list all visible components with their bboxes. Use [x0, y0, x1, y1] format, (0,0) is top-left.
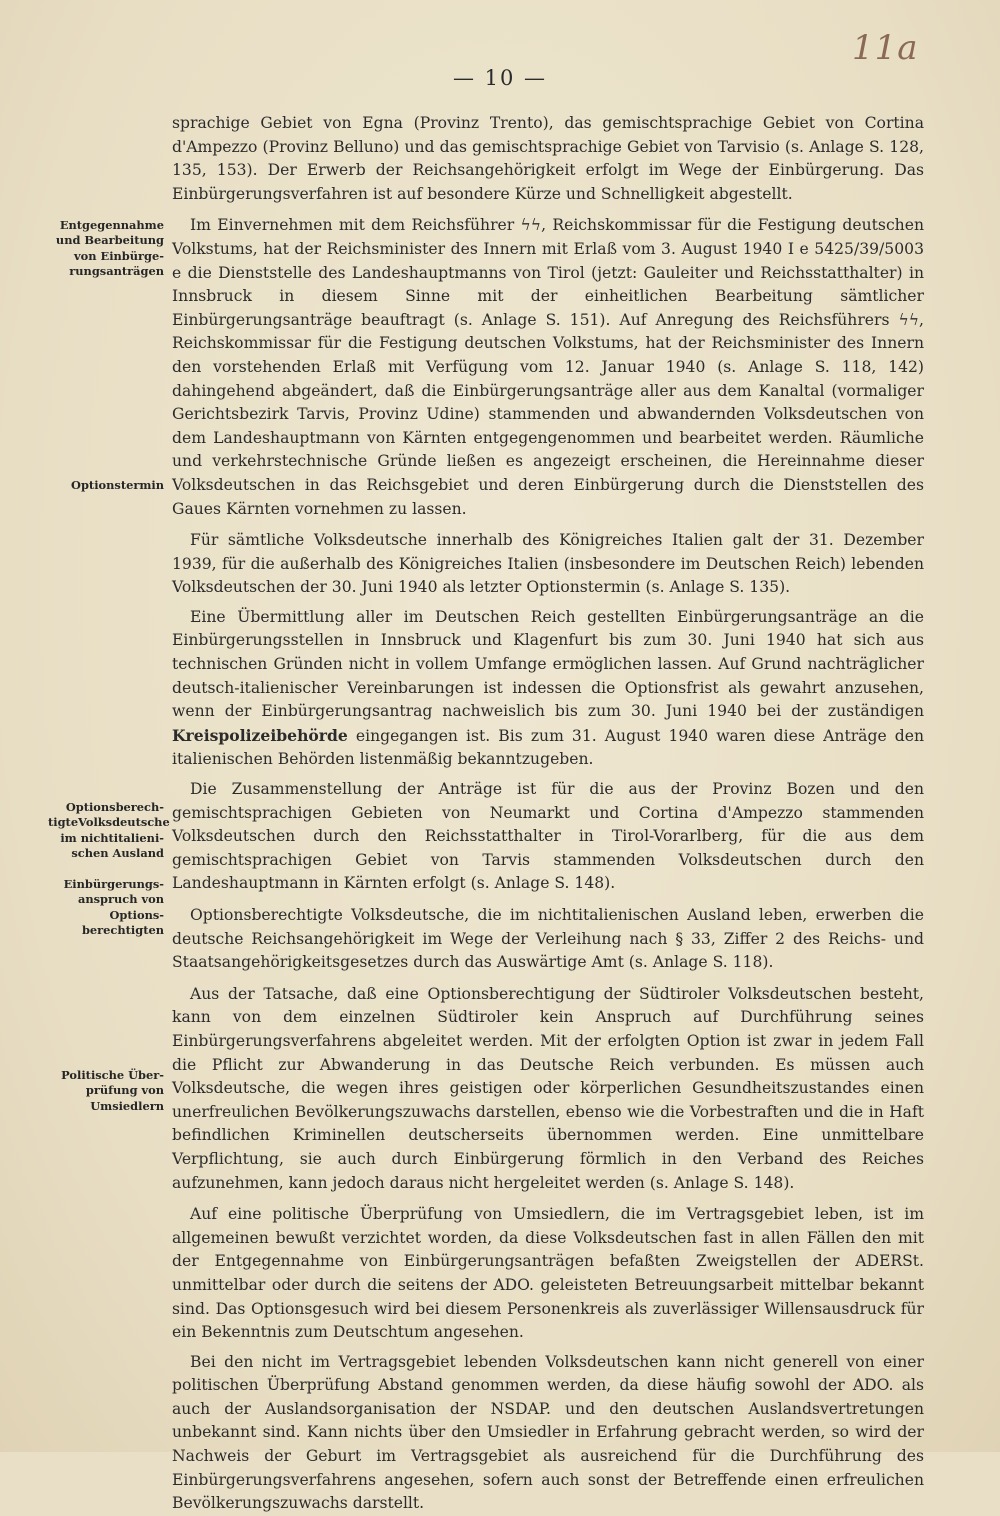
paragraph-4 [172, 606, 924, 772]
paragraph-6: Optionsberechtigte Volksdeutsche, die im nichtitalienischen Ausland leben, erwerben die deutsche Reichsangehörigkeit im Wege der Verleihung nach § 33, Ziffer 2 des Reichs- und Staatsangehörigkeitsgesetzes durch das Auswärtige Amt (s. Anlage S. 118). [172, 906, 924, 972]
sidenote-optionstermin: Optionstermin [71, 478, 164, 492]
paragraph-4-text-a: Eine Übermittlung aller im Deutschen Reich gestellten Einbürgerungsanträge an die Einbürgerungsstellen in Innsbruck und Klagenfurt bis zum 30. Juni 1940 hat sich aus technischen Gründen nicht in vollem Umfange ermöglichen lassen. Auf Grund nachträglicher deutsch-italienischer Vereinbarungen ist indessen die Optionsfrist als gewahrt anzusehen, wenn der Einbürgerungsantrag nachweislich bis zum 30. Juni 1940 bei der zuständigen [172, 607, 924, 721]
paragraph-9: Bei den nicht im Vertragsgebiet lebenden Volksdeutschen kann nicht generell von einer politischen Überprüfung Abstand genommen werden, da diese häufig sowohl der ADO. als auch der Auslandsorganisation der NSDAP. und den deutschen Auslandsvertretungen unbekannt sind. Kann nichts über den Umsiedler in Erfahrung gebracht werden, so wird der Nachweis der Geburt im Vertragsgebiet als ausreichend für die Durchführung des Einbürgerungsverfahrens angesehen, sofern auch sonst der Betreffende einen erfreulichen Bevölkerungszuwachs darstellt. [172, 1352, 924, 1513]
paragraph-4-bold-term: Kreispolizeibehörde [172, 725, 348, 745]
handwritten-page-note: 11a [852, 28, 919, 68]
page-number: — 10 — [452, 66, 548, 90]
paragraph-4-text-b: eingegangen ist. Bis zum 31. August 1940 waren diese Anträge den italienischen Behörden listenmäßig bekanntzugeben. [172, 726, 924, 769]
body-text [172, 112, 924, 1516]
paragraph-2: Im Einvernehmen mit dem Reichsführer ϟϟ, Reichskommissar für die Festigung deutschen Volkstums, hat der Reichsminister des Innern mit Erlaß vom 3. August 1940 I e 5425/39/5003 e die Dienststelle des Landeshauptmanns von Tirol (jetzt: Gauleiter und Reichsstatthalter) in Innsbruck in diesem Sinne mit der einheitlichen Bearbeitung sämtlicher Einbürgerungsanträge beauftragt (s. Anlage S. 151). Auf Anregung des Reichsführers ϟϟ, Reichskommissar für die Festigung deutschen Volkstums, hat der Reichsminister des Innern den vorstehenden Erlaß mit Verfügung vom 12. Januar 1940 (s. Anlage S. 118, 142) dahingehend abgeändert, daß die Einbürgerungsanträge aller aus dem Kanaltal (vormaliger Gerichtsbezirk Tarvis, Provinz Udine) stammenden und abwandernden Volksdeutschen von dem Landeshauptmann von Kärnten entgegengenommen und bearbeitet werden. Räumliche und verkehrstechnische Gründe ließen es angezeigt erscheinen, die Hereinnahme dieser Volksdeutschen in das Reichsgebiet und deren Einbürgerung durch die Dienststellen des Gaues Kärnten vornehmen zu lassen. [172, 216, 924, 518]
sidenote-optionsberechtigte: Optionsberech-tigteVolksdeutsche im nichtitalieni-schen Ausland [48, 800, 170, 861]
paragraph-1: sprachige Gebiet von Egna (Provinz Trento), das gemischtsprachige Gebiet von Cortina d'Ampezzo (Provinz Belluno) und das gemischtsprachige Gebiet von Tarvisio (s. Anlage S. 128, 135, 153). Der Erwerb der Reichsangehörigkeit erfolgt im Wege der Einbürgerung. Das Einbürgerungsverfahren ist auf besondere Kürze und Schnelligkeit abgestellt. [172, 114, 924, 203]
paragraph-3: Für sämtliche Volksdeutsche innerhalb des Königreiches Italien galt der 31. Dezember 1939, für die außerhalb des Königreiches Italien (insbesondere im Deutschen Reich) lebenden Volksdeutschen der 30. Juni 1940 als letzter Optionstermin (s. Anlage S. 135). [172, 531, 924, 597]
paragraph-5: Die Zusammenstellung der Anträge ist für die aus der Provinz Bozen und den gemischtsprachigen Gebieten von Neumarkt und Cortina d'Ampezzo stammenden Volksdeutschen durch den Reichsstatthalter in Tirol-Vorarlberg, für die aus dem gemischtsprachigen Gebiet von Tarvis stammenden Volksdeutschen durch den Landeshauptmann in Kärnten erfolgt (s. Anlage S. 148). [172, 780, 924, 893]
paragraph-8: Auf eine politische Überprüfung von Umsiedlern, die im Vertragsgebiet leben, ist im allgemeinen bewußt verzichtet worden, da diese Volksdeutschen fast in allen Fällen den mit der Entgegennahme von Einbürgerungsanträgen befaßten Zweigstellen der ADERSt. unmittelbar oder durch die seitens der ADO. geleisteten Betreuungsarbeit mittelbar bekannt sind. Das Optionsgesuch wird bei diesem Personenkreis als zuverlässiger Willensausdruck für ein Bekenntnis zum Deutschtum angesehen. [172, 1205, 924, 1342]
sidenote-einbuergerungsanspruch: Einbürgerungs-anspruch von Options-berechtigten [63, 877, 164, 938]
paragraph-7: Aus der Tatsache, daß eine Optionsberechtigung der Südtiroler Volksdeutschen besteht, kann von dem einzelnen Südtiroler kein Anspruch auf Durchführung seines Einbürgerungsverfahrens abgeleitet werden. Mit der erfolgten Option ist zwar in jedem Fall die Pflicht zur Abwanderung in das Deutsche Reich verbunden. Es müssen auch Volksdeutsche, die wegen ihres geistigen oder körperlichen Gesundheitszustandes einen unerfreulichen Bevölkerungszuwachs darstellen, ebenso wie die Vorbestraften und die in Haft befindlichen Kriminellen deutscherseits übernommen werden. Eine unmittelbare Verpflichtung, sie auch durch Einbürgerung förmlich in den Verband des Reiches aufzunehmen, kann jedoch daraus nicht hergeleitet werden (s. Anlage S. 148). [172, 984, 924, 1192]
sidenote-entgegennahme: Entgegennahme und Bearbeitung von Einbürge-rungsanträgen [55, 218, 164, 279]
sidenote-politische-ueberpruefung: Politische Über-prüfung von Umsiedlern [61, 1068, 164, 1113]
